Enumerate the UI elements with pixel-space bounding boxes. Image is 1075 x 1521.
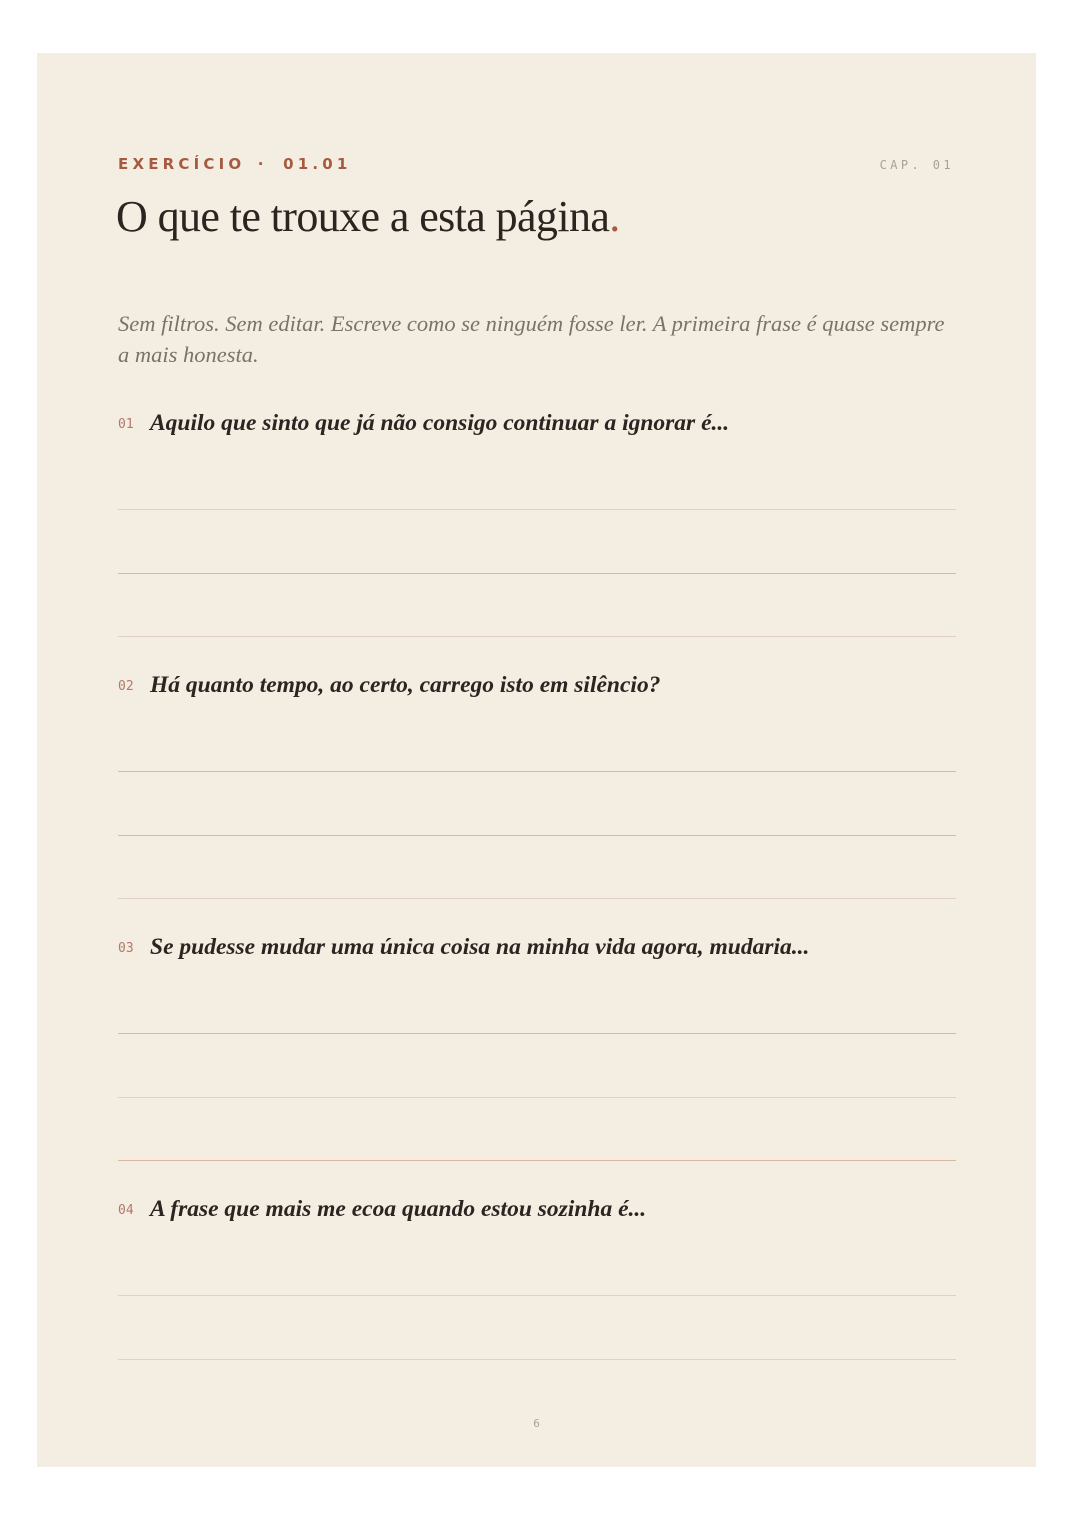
eyebrow-separator: · <box>257 155 268 173</box>
answer-line[interactable] <box>118 1160 956 1161</box>
page-title <box>116 191 620 242</box>
question-text: Aquilo que sinto que já não consigo continuar a ignorar é... <box>150 410 730 436</box>
exercise-eyebrow <box>118 155 352 173</box>
intro-text: Sem filtros. Sem editar. Escreve como se ninguém fosse ler. A primeira frase é quase sempre a mais honesta. <box>118 311 945 367</box>
question-number: 01 <box>118 417 134 432</box>
page-number: 6 <box>533 1417 540 1430</box>
answer-line[interactable] <box>118 636 956 637</box>
question-heading <box>118 1196 646 1223</box>
answer-line[interactable] <box>118 1359 956 1360</box>
chapter-label: CAP. 01 <box>879 158 954 172</box>
question-text: Se pudesse mudar uma única coisa na minha vida agora, mudaria... <box>150 934 810 960</box>
question-heading <box>118 410 729 437</box>
exercise-label: EXERCÍCIO <box>118 155 246 173</box>
workbook-page <box>37 53 1036 1467</box>
question-heading <box>118 934 809 961</box>
question-heading <box>118 672 660 699</box>
page-title-text: O que te trouxe a esta página <box>116 192 610 241</box>
title-accent-dot: . <box>609 192 620 241</box>
answer-line[interactable] <box>118 1295 956 1296</box>
answer-line[interactable] <box>118 509 956 510</box>
question-text: Há quanto tempo, ao certo, carrego isto em silêncio? <box>150 672 661 698</box>
answer-line[interactable] <box>118 835 956 836</box>
question-number: 03 <box>118 941 134 956</box>
question-text: A frase que mais me ecoa quando estou sozinha é... <box>150 1196 647 1222</box>
question-number: 02 <box>118 679 134 694</box>
question-number: 04 <box>118 1203 134 1218</box>
answer-line[interactable] <box>118 898 956 899</box>
exercise-number: 01.01 <box>283 155 352 173</box>
answer-line[interactable] <box>118 573 956 574</box>
answer-line[interactable] <box>118 771 956 772</box>
answer-line[interactable] <box>118 1033 956 1034</box>
answer-line[interactable] <box>118 1097 956 1098</box>
